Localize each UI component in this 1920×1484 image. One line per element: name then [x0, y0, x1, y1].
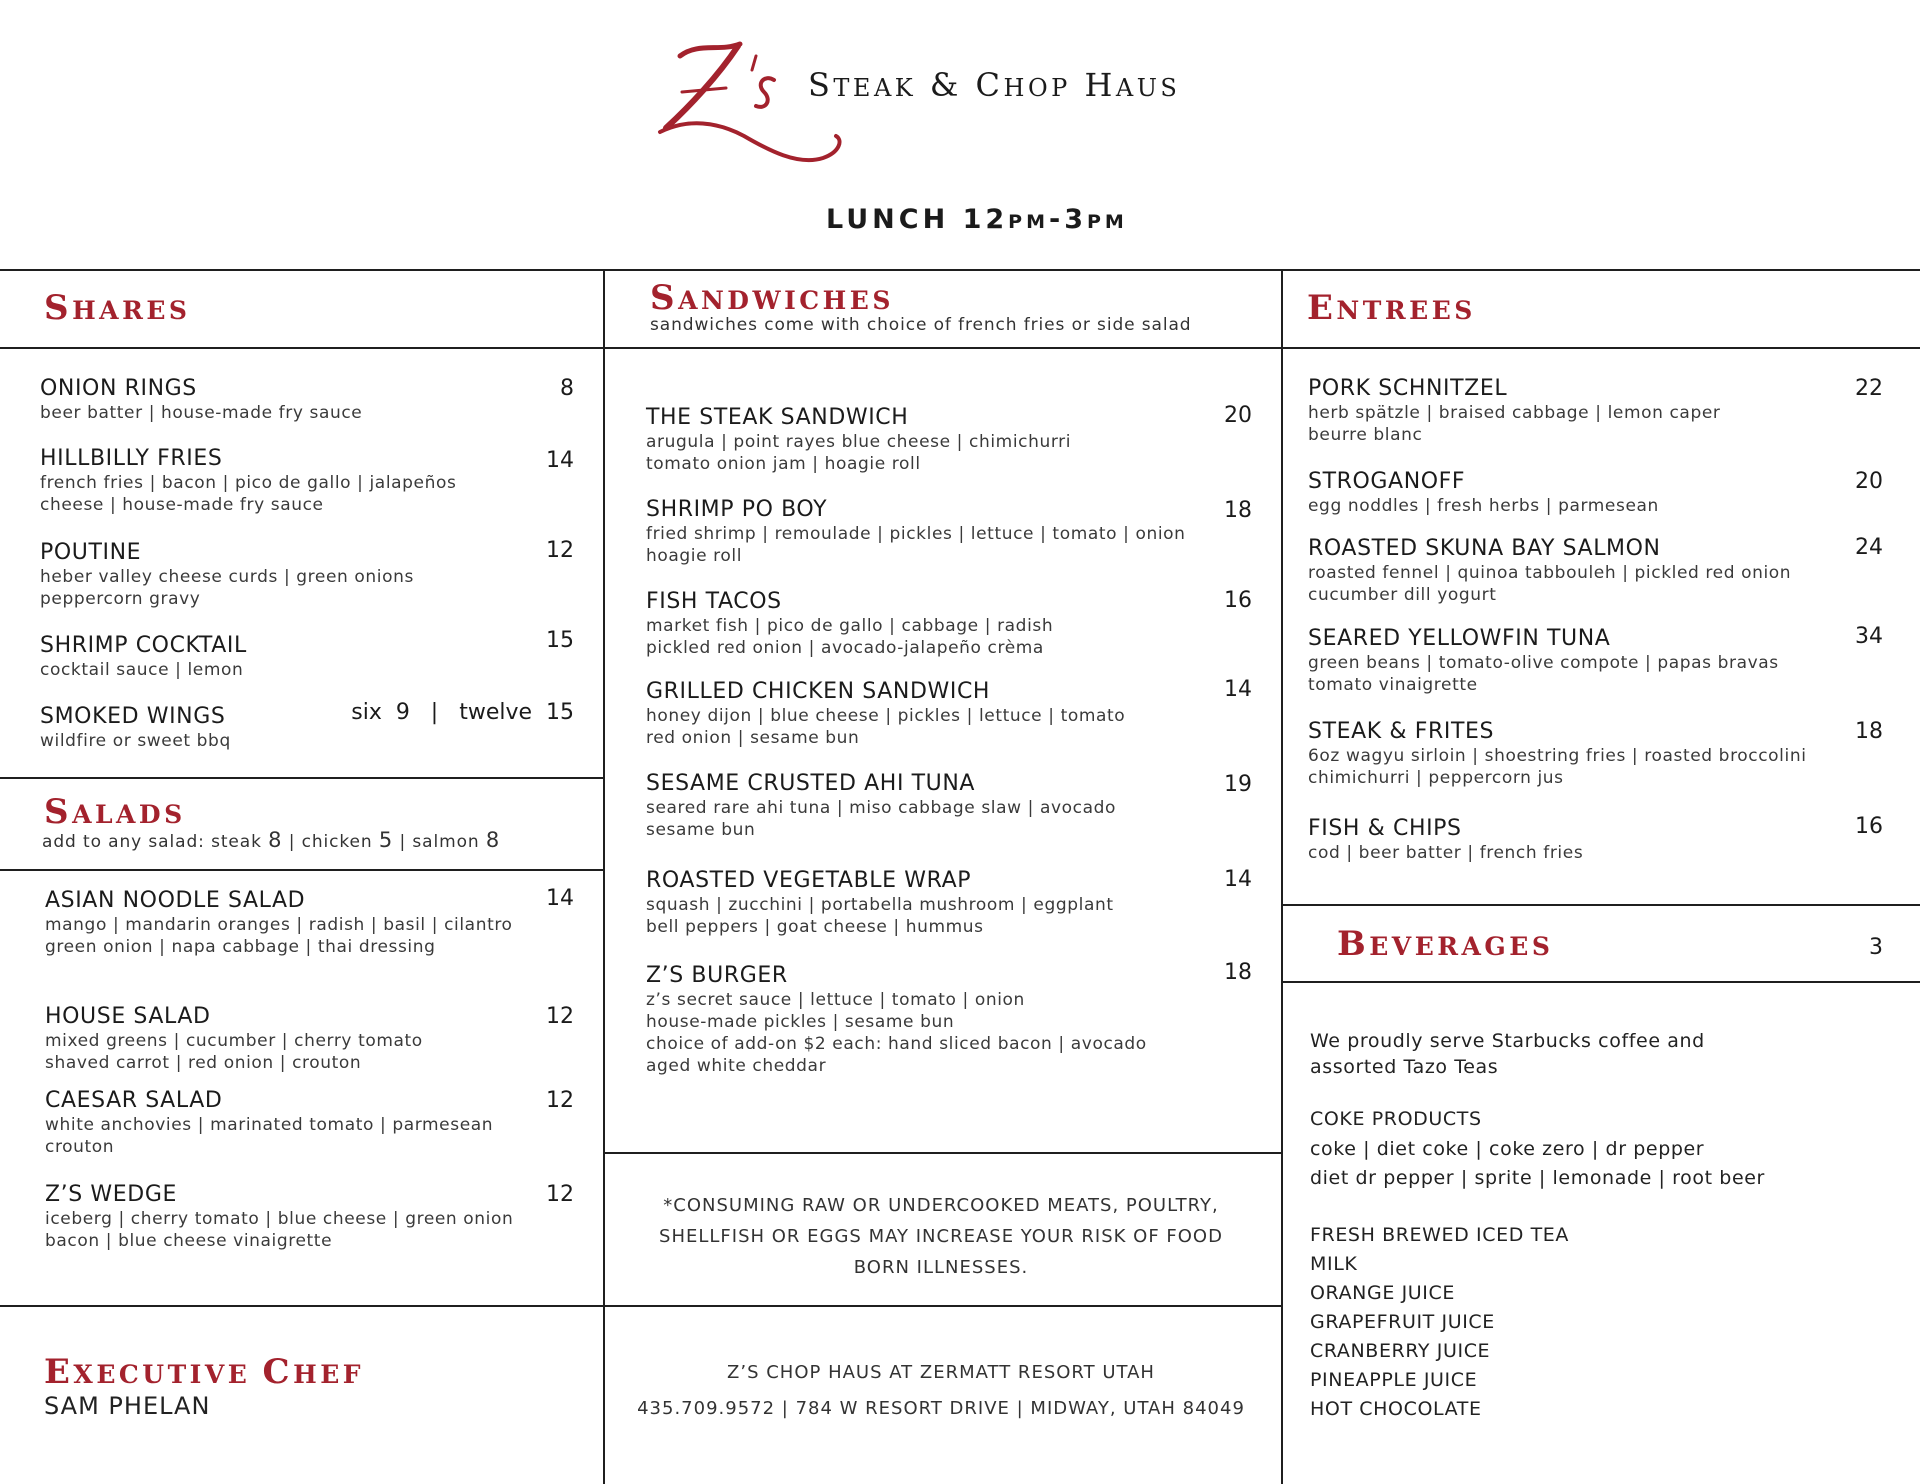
restaurant-address-title: Z’S CHOP HAUS AT ZERMATT RESORT UTAH — [727, 1362, 1155, 1383]
coke-products-list: coke | diet coke | coke zero | dr pepper — [1310, 1138, 1705, 1160]
menu-item: Z’S WEDGE iceberg | cherry tomato | blue cheese | green onion bacon | blue cheese vinaigrette — [45, 1182, 514, 1251]
menu-item: Z’S BURGER z’s secret sauce | lettuce | tomato | onion house-made pickles | sesame bun choice of add-on $2 each: hand sliced bacon | avocado aged white cheddar — [646, 963, 1147, 1076]
item-price: 12 — [546, 1182, 574, 1207]
divider — [0, 347, 1920, 349]
divider — [0, 1305, 1283, 1307]
menu-item: STEAK & FRITES 6oz wagyu sirloin | shoestring fries | roasted broccolini chimichurri | peppercorn jus — [1308, 719, 1807, 788]
item-price: 8 — [560, 376, 574, 401]
beverage-item: MILK — [1310, 1253, 1358, 1275]
item-price: 12 — [546, 1004, 574, 1029]
sandwiches-subtitle: sandwiches come with choice of french fries or side salad — [650, 315, 1192, 335]
item-price: 14 — [546, 448, 574, 473]
beverage-item: ORANGE JUICE — [1310, 1282, 1455, 1304]
item-price: six 9 | twelve 15 — [351, 700, 574, 725]
menu-item: FISH & CHIPS cod | beer batter | french fries — [1308, 816, 1584, 863]
item-price: 24 — [1855, 535, 1883, 560]
menu-item: SHRIMP COCKTAIL cocktail sauce | lemon — [40, 633, 247, 680]
item-price: 15 — [546, 628, 574, 653]
food-safety-notice: *CONSUMING RAW OR UNDERCOOKED MEATS, POULTRY, SHELLFISH OR EGGS MAY INCREASE YOUR RISK OF FOOD BORN ILLNESSES. — [659, 1195, 1223, 1278]
menu-item: ONION RINGS beer batter | house-made fry sauce — [40, 376, 363, 423]
beverage-item: GRAPEFRUIT JUICE — [1310, 1311, 1495, 1333]
menu-item: SEARED YELLOWFIN TUNA green beans | tomato-olive compote | papas bravas tomato vinaigrette — [1308, 626, 1779, 695]
item-price: 14 — [1224, 677, 1252, 702]
item-price: 16 — [1224, 588, 1252, 613]
menu-item: STROGANOFF egg noddles | fresh herbs | parmesean — [1308, 469, 1659, 516]
salads-addon-note: add to any salad: steak 8 | chicken 5 | salmon 8 — [42, 828, 501, 852]
divider — [0, 777, 604, 779]
menu-item: SMOKED WINGS wildfire or sweet bbq — [40, 704, 231, 751]
menu-item: SHRIMP PO BOY fried shrimp | remoulade | pickles | lettuce | tomato | onion hoagie roll — [646, 497, 1186, 566]
divider — [1282, 981, 1920, 983]
menu-item: THE STEAK SANDWICH arugula | point rayes blue cheese | chimichurri tomato onion jam | hoagie roll — [646, 405, 1072, 474]
divider — [0, 269, 1920, 271]
menu-item: SESAME CRUSTED AHI TUNA seared rare ahi tuna | miso cabbage slaw | avocado sesame bun — [646, 771, 1117, 840]
entrees-heading: ENTREES — [1307, 288, 1476, 328]
item-price: 18 — [1855, 719, 1883, 744]
divider — [603, 269, 605, 1484]
beverage-item: CRANBERRY JUICE — [1310, 1340, 1491, 1362]
menu-item: CAESAR SALAD white anchovies | marinated tomato | parmesean crouton — [45, 1088, 494, 1157]
divider — [1281, 269, 1283, 1484]
beverage-item: HOT CHOCOLATE — [1310, 1398, 1482, 1420]
menu-item: HOUSE SALAD mixed greens | cucumber | cherry tomato shaved carrot | red onion | crouton — [45, 1004, 423, 1073]
restaurant-address: 435.709.9572 | 784 W RESORT DRIVE | MIDWAY, UTAH 84049 — [637, 1398, 1245, 1419]
salads-heading: SALADS — [44, 792, 186, 832]
menu-item: ROASTED SKUNA BAY SALMON roasted fennel | quinoa tabbouleh | pickled red onion cucumber dill yogurt — [1308, 536, 1792, 605]
shares-heading: SHARES — [44, 288, 191, 328]
beverages-intro: We proudly serve Starbucks coffee and assorted Tazo Teas — [1310, 1030, 1705, 1078]
beverages-price: 3 — [1869, 935, 1883, 960]
beverage-item: FRESH BREWED ICED TEA — [1310, 1224, 1569, 1246]
item-price: 18 — [1224, 960, 1252, 985]
menu-item: ROASTED VEGETABLE WRAP squash | zucchini | portabella mushroom | eggplant bell peppers | goat cheese | hummus — [646, 868, 1114, 937]
divider — [1282, 904, 1920, 906]
menu-item: HILLBILLY FRIES french fries | bacon | pico de gallo | jalapeños cheese | house-made fry sauce — [40, 446, 457, 515]
menu-item: GRILLED CHICKEN SANDWICH honey dijon | blue cheese | pickles | lettuce | tomato red onion | sesame bun — [646, 679, 1126, 748]
item-price: 12 — [546, 1088, 574, 1113]
coke-products-title: COKE PRODUCTS — [1310, 1108, 1482, 1130]
executive-chef-heading: EXECUTIVE CHEF — [44, 1352, 365, 1392]
item-price: 14 — [546, 886, 574, 911]
item-price: 20 — [1855, 469, 1883, 494]
lunch-hours: LUNCH 12PM-3PM — [826, 204, 1128, 235]
divider — [604, 1152, 1283, 1154]
item-price: 14 — [1224, 867, 1252, 892]
menu-item: FISH TACOS market fish | pico de gallo | cabbage | radish pickled red onion | avocado-jalapeño crèma — [646, 589, 1054, 658]
item-price: 18 — [1224, 498, 1252, 523]
menu-item: ASIAN NOODLE SALAD mango | mandarin oranges | radish | basil | cilantro green onion | napa cabbage | thai dressing — [45, 888, 513, 957]
beverages-heading: BEVERAGES — [1337, 924, 1554, 964]
item-price: 16 — [1855, 814, 1883, 839]
sandwiches-heading: SANDWICHES — [650, 278, 894, 318]
item-price: 20 — [1224, 403, 1252, 428]
restaurant-name: STEAK & CHOP HAUS — [808, 66, 1181, 104]
item-price: 19 — [1224, 772, 1252, 797]
divider — [0, 869, 604, 871]
item-price: 22 — [1855, 376, 1883, 401]
executive-chef-name: SAM PHELAN — [44, 1392, 211, 1420]
beverage-item: PINEAPPLE JUICE — [1310, 1369, 1478, 1391]
coke-products-list: diet dr pepper | sprite | lemonade | root beer — [1310, 1167, 1765, 1189]
menu-item: POUTINE heber valley cheese curds | green onions peppercorn gravy — [40, 540, 414, 609]
item-price: 34 — [1855, 624, 1883, 649]
menu-item: PORK SCHNITZEL herb spätzle | braised cabbage | lemon caper beurre blanc — [1308, 376, 1721, 445]
item-price: 12 — [546, 538, 574, 563]
